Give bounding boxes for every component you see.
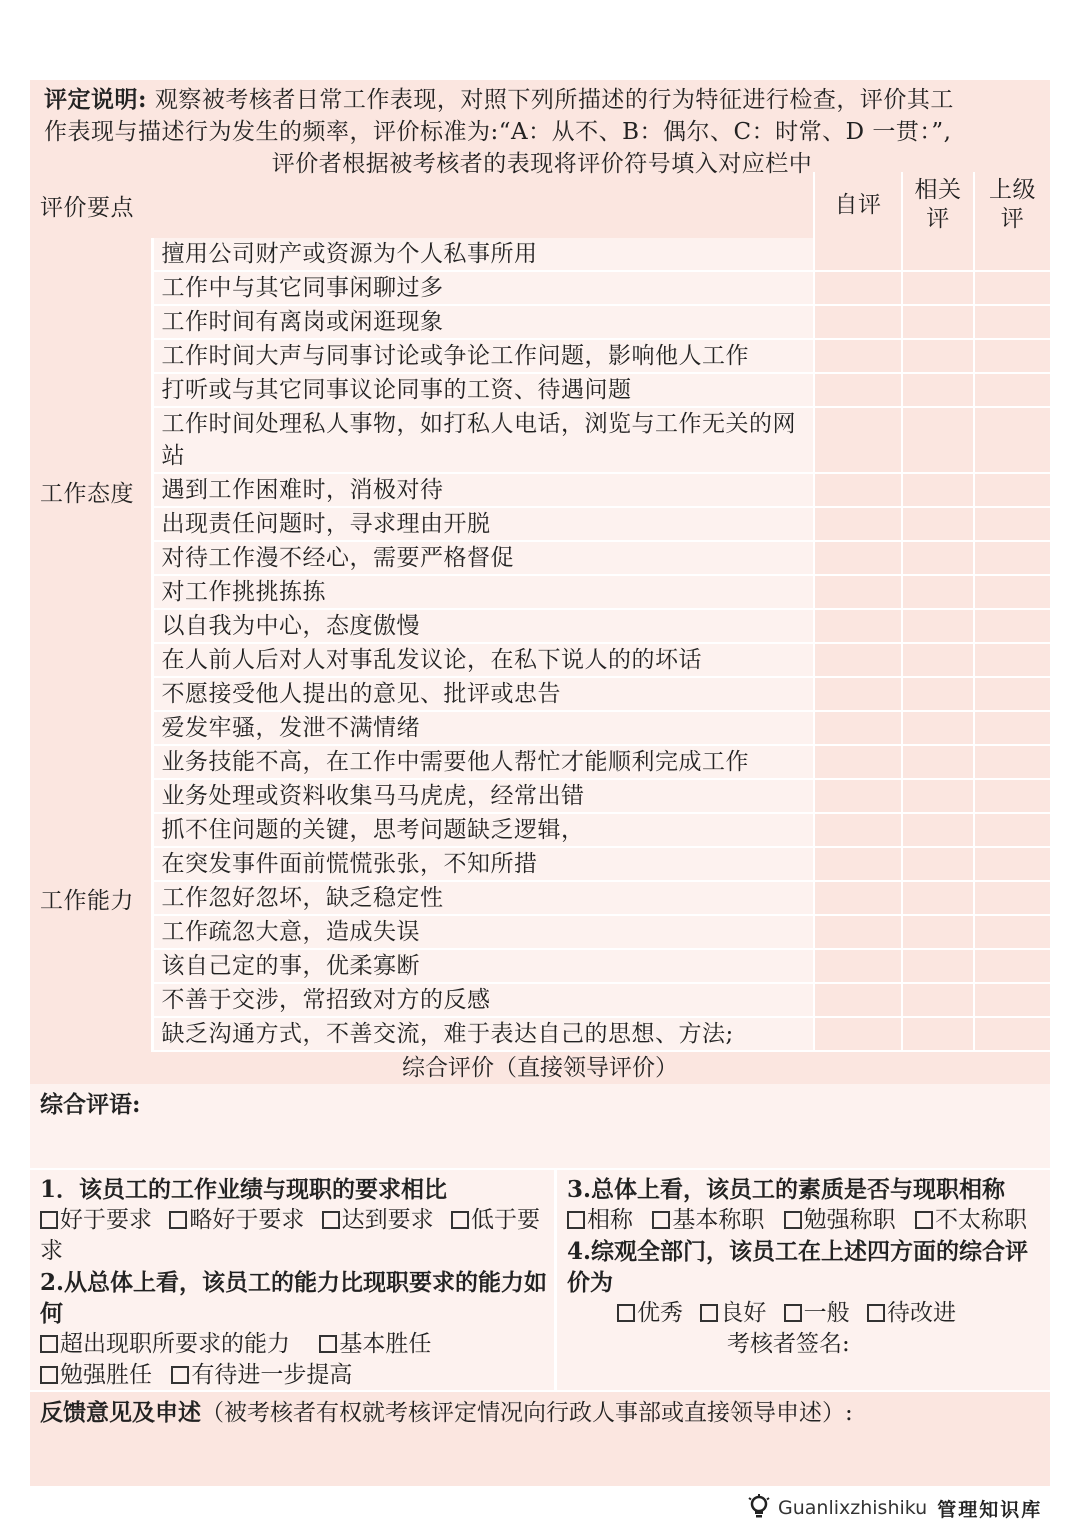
criterion-text: 在突发事件面前慌慌张张，不知所措 [152,847,814,881]
self-score-cell[interactable] [814,473,902,507]
q2-option[interactable]: 勉强胜任 [40,1362,152,1388]
self-score-cell[interactable] [814,339,902,373]
header-related: 相关 评 [902,172,974,238]
superior-score-cell[interactable] [974,271,1050,305]
table-header [30,172,1050,238]
criterion-text: 该自己定的事，优柔寡断 [152,949,814,983]
self-score-cell[interactable] [814,847,902,881]
criterion-text: 不愿接受他人提出的意见、批评或忠告 [152,677,814,711]
checkbox-icon[interactable] [40,1335,58,1353]
table-row [30,339,1050,373]
superior-score-cell[interactable] [974,238,1050,271]
header-superior: 上级 评 [974,172,1050,238]
related-score-cell[interactable] [902,541,974,575]
q1-title: 1．该员工的工作业绩与现职的要求相比 [40,1176,448,1203]
self-score-cell[interactable] [814,983,902,1017]
category-label: 工作能力 [30,745,152,1051]
table-row [30,779,1050,813]
table-row [30,507,1050,541]
related-score-cell[interactable] [902,949,974,983]
table-row [30,983,1050,1017]
table-row [30,373,1050,407]
self-score-cell[interactable] [814,507,902,541]
checkbox-icon[interactable] [700,1304,718,1322]
related-score-cell[interactable] [902,575,974,609]
self-score-cell[interactable] [814,677,902,711]
related-score-cell[interactable] [902,745,974,779]
self-score-cell[interactable] [814,813,902,847]
instructions [30,80,1050,177]
table-row [30,949,1050,983]
criterion-text: 业务处理或资料收集马马虎虎，经常出错 [152,779,814,813]
table-row [30,915,1050,949]
q3-title: 3.总体上看，该员工的素质是否与现职相称 [567,1176,1006,1203]
superior-score-cell[interactable] [974,711,1050,745]
q2-title: 2.从总体上看，该员工的能力比现职要求的能力如何 [40,1269,548,1327]
self-score-cell[interactable] [814,745,902,779]
summary-title: 综合评价（直接领导评价） [30,1052,1050,1084]
superior-score-cell[interactable] [974,473,1050,507]
superior-score-cell[interactable] [974,373,1050,407]
criterion-text: 业务技能不高，在工作中需要他人帮忙才能顺利完成工作 [152,745,814,779]
q2-option[interactable]: 有待进一步提高 [159,1362,352,1388]
table-row [30,575,1050,609]
criterion-text: 以自我为中心，态度傲慢 [152,609,814,643]
superior-score-cell[interactable] [974,983,1050,1017]
table-row [30,643,1050,677]
q1-options [40,1205,554,1267]
checkbox-icon[interactable] [451,1211,469,1229]
q4-option[interactable]: 优秀 [617,1300,683,1326]
q1-option[interactable]: 好于要求 [40,1207,152,1233]
q4-option[interactable]: 待改进 [857,1300,956,1326]
checkbox-icon[interactable] [40,1211,58,1229]
self-score-cell[interactable] [814,305,902,339]
table-row [30,305,1050,339]
table-row [30,407,1050,473]
self-score-cell[interactable] [814,407,902,473]
superior-score-cell[interactable] [974,745,1050,779]
criterion-text: 对待工作漫不经心，需要严格督促 [152,541,814,575]
superior-score-cell[interactable] [974,949,1050,983]
q1-option[interactable]: 达到要求 [312,1207,434,1233]
checkbox-icon[interactable] [915,1211,933,1229]
criterion-text: 在人前人后对人对事乱发议论，在私下说人的的坏话 [152,643,814,677]
self-score-cell[interactable] [814,881,902,915]
instructions-line3: 评价者根据被考核者的表现将评价符号填入对应栏中 [271,151,813,177]
table-row [30,609,1050,643]
checkbox-icon[interactable] [171,1366,189,1384]
evaluation-form [30,80,1050,1486]
instructions-line1: 观察被考核者日常工作表现，对照下列所描述的行为特征进行检查，评价其工 [154,87,954,113]
criterion-text: 工作中与其它同事闲聊过多 [152,271,814,305]
checkbox-icon[interactable] [40,1366,58,1384]
q4-title: 4.综观全部门，该员工在上述四方面的综合评价为 [567,1238,1029,1296]
checkbox-icon[interactable] [867,1304,885,1322]
q1-option[interactable]: 低于要求 [40,1207,540,1264]
brand-name-en: Guanlixzhishiku [778,1497,928,1519]
superior-score-cell[interactable] [974,541,1050,575]
header-self: 自评 [814,172,902,238]
criterion-text: 缺乏沟通方式，不善交流，难于表达自己的思想、方法; [152,1017,814,1051]
related-score-cell[interactable] [902,609,974,643]
related-score-cell[interactable] [902,507,974,541]
related-score-cell[interactable] [902,711,974,745]
superior-score-cell[interactable] [974,847,1050,881]
related-score-cell[interactable] [902,1017,974,1051]
table-row [30,1017,1050,1051]
self-score-cell[interactable] [814,915,902,949]
criterion-text: 工作时间大声与同事讨论或争论工作问题，影响他人工作 [152,339,814,373]
self-score-cell[interactable] [814,575,902,609]
related-score-cell[interactable] [902,473,974,507]
instructions-line2: 作表现与描述行为发生的频率，评价标准为:“A：从不、B：偶尔、C：时常、D 一贯：”, [44,119,952,145]
table-row [30,541,1050,575]
superior-score-cell[interactable] [974,305,1050,339]
checkbox-icon[interactable] [784,1304,802,1322]
table-row [30,677,1050,711]
self-score-cell[interactable] [814,609,902,643]
questions-left [30,1170,554,1390]
criterion-text: 出现责任问题时，寻求理由开脱 [152,507,814,541]
checkbox-icon[interactable] [567,1211,585,1229]
table-row [30,238,1050,271]
checkbox-icon[interactable] [617,1304,635,1322]
q2-options [40,1329,554,1391]
related-score-cell[interactable] [902,339,974,373]
checkbox-icon[interactable] [652,1211,670,1229]
table-row [30,745,1050,779]
instructions-label: 评定说明: [44,86,147,113]
related-score-cell[interactable] [902,643,974,677]
related-score-cell[interactable] [902,271,974,305]
criterion-text: 爱发牢骚，发泄不满情绪 [152,711,814,745]
superior-score-cell[interactable] [974,779,1050,813]
table-row [30,881,1050,915]
q4-option[interactable]: 一般 [774,1300,850,1326]
criterion-text: 工作时间处理私人事物，如打私人电话，浏览与工作无关的网站 [152,407,814,473]
superior-score-cell[interactable] [974,677,1050,711]
criterion-text: 打听或与其它同事议论同事的工资、待遇问题 [152,373,814,407]
self-score-cell[interactable] [814,949,902,983]
checkbox-icon[interactable] [169,1211,187,1229]
table-row [30,473,1050,507]
superior-score-cell[interactable] [974,507,1050,541]
related-score-cell[interactable] [902,983,974,1017]
q3-options [567,1205,1050,1236]
related-score-cell[interactable] [902,373,974,407]
superior-score-cell[interactable] [974,881,1050,915]
related-score-cell[interactable] [902,677,974,711]
self-score-cell[interactable] [814,541,902,575]
questions-section [30,1168,1050,1390]
category-label: 工作态度 [30,238,152,745]
related-score-cell[interactable] [902,813,974,847]
related-score-cell[interactable] [902,847,974,881]
self-score-cell[interactable] [814,373,902,407]
related-score-cell[interactable] [902,881,974,915]
feedback-label: 反馈意见及申述 [40,1399,201,1426]
q2-option[interactable]: 基本胜任 [297,1331,431,1357]
self-score-cell[interactable] [814,711,902,745]
self-score-cell[interactable] [814,238,902,271]
related-score-cell[interactable] [902,915,974,949]
superior-score-cell[interactable] [974,1017,1050,1051]
q4-option[interactable]: 良好 [690,1300,766,1326]
related-score-cell[interactable] [902,238,974,271]
checkbox-icon[interactable] [319,1335,337,1353]
summary-comment-label: 综合评语: [40,1091,141,1118]
criterion-text: 擅用公司财产或资源为个人私事所用 [152,238,814,271]
criterion-text: 不善于交涉，常招致对方的反感 [152,983,814,1017]
superior-score-cell[interactable] [974,575,1050,609]
feedback-field[interactable] [30,1390,1050,1486]
criterion-text: 工作时间有离岗或闲逛现象 [152,305,814,339]
superior-score-cell[interactable] [974,339,1050,373]
self-score-cell[interactable] [814,643,902,677]
q3-option[interactable]: 不太称职 [903,1207,1027,1233]
criterion-text: 工作疏忽大意，造成失误 [152,915,814,949]
related-score-cell[interactable] [902,779,974,813]
table-row [30,711,1050,745]
q3-option[interactable]: 相称 [567,1207,633,1233]
superior-score-cell[interactable] [974,609,1050,643]
q3-option[interactable]: 基本称职 [640,1207,764,1233]
q2-option[interactable]: 超出现职所要求的能力 [40,1331,290,1357]
brand-footer [748,1490,1042,1526]
criterion-text: 抓不住问题的关键，思考问题缺乏逻辑， [152,813,814,847]
superior-score-cell[interactable] [974,643,1050,677]
summary-comment-field[interactable] [30,1084,1050,1168]
checkbox-icon[interactable] [322,1211,340,1229]
brand-name-cn: 管理知识库 [937,1498,1043,1521]
self-score-cell[interactable] [814,271,902,305]
superior-score-cell[interactable] [974,813,1050,847]
questions-right [554,1170,1050,1390]
self-score-cell[interactable] [814,1017,902,1051]
q4-options [567,1298,1050,1329]
superior-score-cell[interactable] [974,407,1050,473]
header-key-points: 评价要点 [40,194,134,221]
table-row [30,847,1050,881]
related-score-cell[interactable] [902,407,974,473]
feedback-text: （被考核者有权就考核评定情况向行政人事部或直接领导申述）: [201,1400,853,1426]
q3-option[interactable]: 勉强称职 [772,1207,896,1233]
related-score-cell[interactable] [902,305,974,339]
criterion-text: 遇到工作困难时，消极对待 [152,473,814,507]
lightbulb-icon [748,1494,770,1522]
criterion-text: 对工作挑挑拣拣 [152,575,814,609]
self-score-cell[interactable] [814,779,902,813]
checkbox-icon[interactable] [784,1211,802,1229]
table-row [30,813,1050,847]
signer-label: 考核者签名: [727,1331,850,1357]
q1-option[interactable]: 略好于要求 [159,1207,304,1233]
criterion-text: 工作忽好忽坏，缺乏稳定性 [152,881,814,915]
superior-score-cell[interactable] [974,915,1050,949]
table-row [30,271,1050,305]
evaluation-table [30,172,1050,1052]
